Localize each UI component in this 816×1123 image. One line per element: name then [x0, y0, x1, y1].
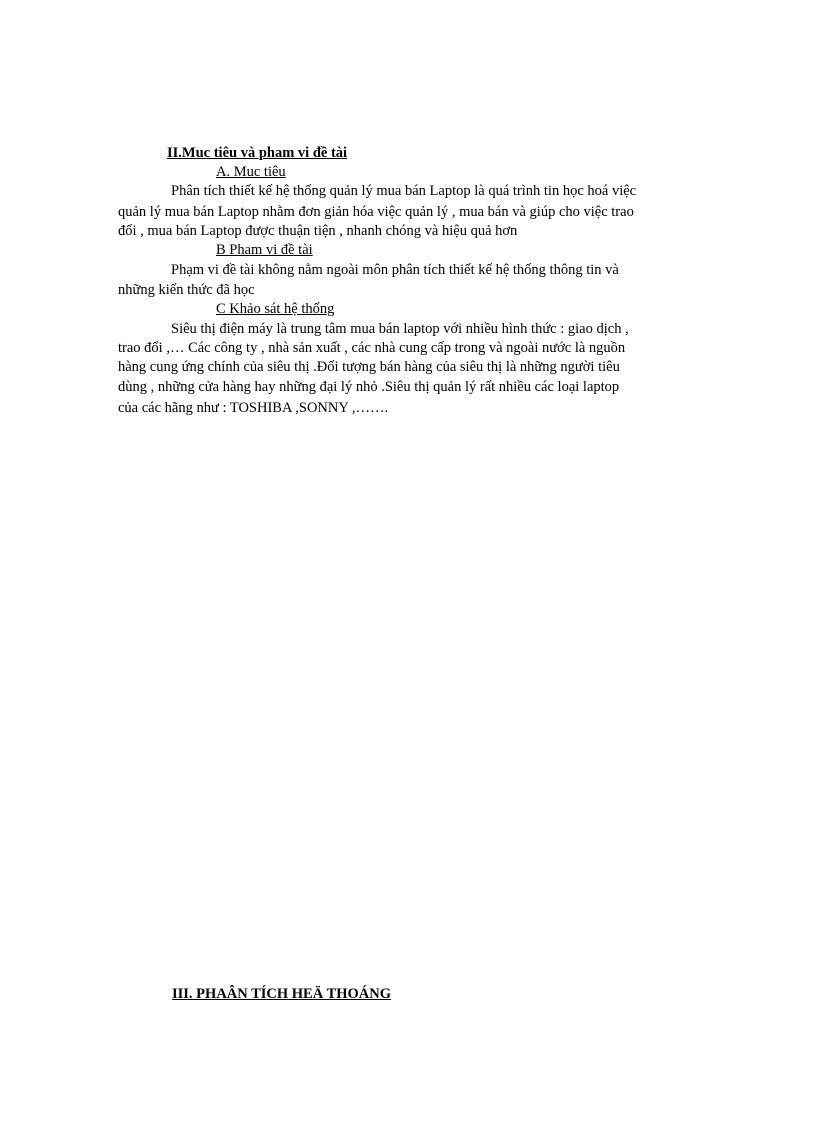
subsection-a-line-3: đổi , mua bán Laptop được thuận tiện , nhanh chóng và hiệu quả hơn [118, 223, 518, 239]
subsection-b-line-1: Phạm vi đề tài không nằm ngoài môn phân tích thiết kế hệ thống thông tin và [171, 262, 619, 278]
subsection-b-title: B Pham vi đề tài [216, 242, 313, 258]
subsection-b-line-2: những kiến thức đã học [118, 282, 255, 298]
subsection-a-title: A. Muc tiêu [216, 164, 286, 180]
section-2-heading: II.Muc tiêu và pham vi đề tài [167, 145, 348, 161]
subsection-c-line-5: của các hãng như : TOSHIBA ,SONNY ,……. [118, 400, 389, 416]
subsection-c-line-3: hàng cung ứng chính của siêu thị .Đối tượng bán hàng của siêu thị là những người tiêu [118, 359, 620, 375]
subsection-c-line-4: dùng , những cửa hàng hay những đại lý nhỏ .Siêu thị quản lý rất nhiều các loại laptop [118, 379, 620, 395]
subsection-a-line-1: Phân tích thiết kế hệ thống quản lý mua bán Laptop là quá trình tin học hoá việc [171, 183, 637, 199]
subsection-a-line-2: quản lý mua bán Laptop nhằm đơn giản hóa việc quản lý , mua bán và giúp cho việc trao [118, 204, 634, 220]
subsection-c-title: C Khảo sát hệ thống [216, 301, 335, 317]
subsection-c-line-2: trao đổi ,… Các công ty , nhà sản xuất , các nhà cung cấp trong và ngoài nước là nguồn [118, 340, 626, 356]
section-3-heading: III. PHAÂN TÍCH HEÄ THOÁNG [172, 986, 392, 1002]
subsection-c-line-1: Siêu thị điện máy là trung tâm mua bán laptop với nhiều hình thức : giao dịch , [171, 321, 629, 337]
